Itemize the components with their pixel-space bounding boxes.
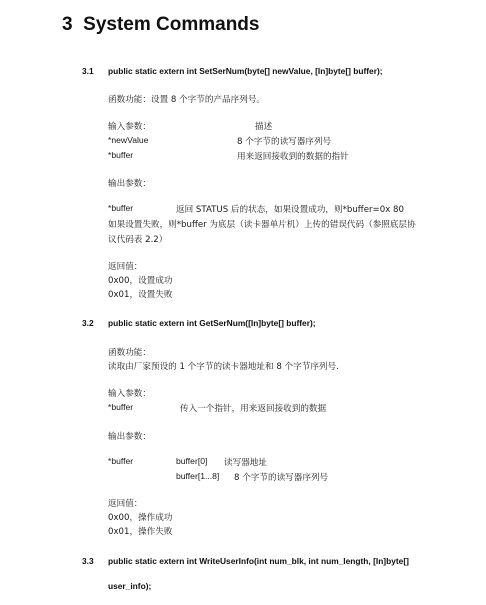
param-name: *buffer (108, 402, 134, 412)
buffer-index: buffer[0] (176, 456, 208, 466)
input-params-label: 输入参数： (108, 389, 151, 399)
return-value: 0x00，操作成功 (108, 513, 173, 523)
section-number: 3.1 (82, 66, 94, 76)
param-name: *buffer (108, 203, 134, 213)
section-number: 3.3 (82, 556, 94, 566)
method-signature: public static extern int GetSerNum([In]byte[] buffer); (108, 318, 316, 328)
param-name: *buffer (108, 456, 134, 466)
param-name: *newValue (108, 135, 149, 145)
return-value-label: 返回值： (108, 499, 143, 509)
buffer-index: buffer[1...8] (176, 471, 220, 481)
buffer-description: 读写器地址 (224, 458, 267, 468)
buffer-description: 8 个字节的读写器序列号 (234, 473, 329, 483)
output-description: 返回 STATUS 后的状态，如果设置成功，则*buffer=0x 80 (176, 205, 404, 215)
return-value: 0x01，操作失败 (108, 527, 173, 537)
return-value-label: 返回值： (108, 262, 143, 272)
description-header: 描述 (255, 122, 273, 132)
param-description: 传入一个指针，用来返回接收到的数据 (180, 404, 327, 414)
input-params-label: 输入参数： (108, 122, 151, 132)
chapter-heading (62, 14, 259, 36)
param-name: *buffer (108, 150, 134, 160)
method-signature: public static extern int SetSerNum(byte[] newValue, [In]byte[] buffer); (108, 66, 383, 76)
section-number: 3.2 (82, 318, 94, 328)
function-label: 函数功能： (108, 348, 151, 358)
output-params-label: 输出参数： (108, 179, 151, 189)
return-value: 0x01，设置失败 (108, 290, 173, 300)
return-value: 0x00，设置成功 (108, 276, 173, 286)
output-description: 如果设置失败，则*buffer 为底层（读卡器单片机）上传的错误代码（参照底层协 (108, 220, 416, 230)
param-description: 8 个字节的读写器序列号 (237, 137, 332, 147)
method-signature: public static extern int WriteUserInfo(int num_blk, int num_length, [In]byte[] (108, 556, 409, 566)
method-signature-continued: user_info); (108, 581, 152, 591)
param-description: 用来返回接收到的数据的指针 (237, 152, 349, 162)
function-description: 读取由厂家预设的 1 个字节的读卡器地址和 8 个字节序列号. (108, 362, 339, 372)
output-description: 议代码表 2.2） (108, 235, 168, 245)
function-description: 函数功能：设置 8 个字节的产品序列号。 (108, 95, 266, 105)
output-params-label: 输出参数： (108, 432, 151, 442)
chapter-title: System Commands (83, 14, 260, 35)
chapter-number: 3 (62, 14, 73, 35)
